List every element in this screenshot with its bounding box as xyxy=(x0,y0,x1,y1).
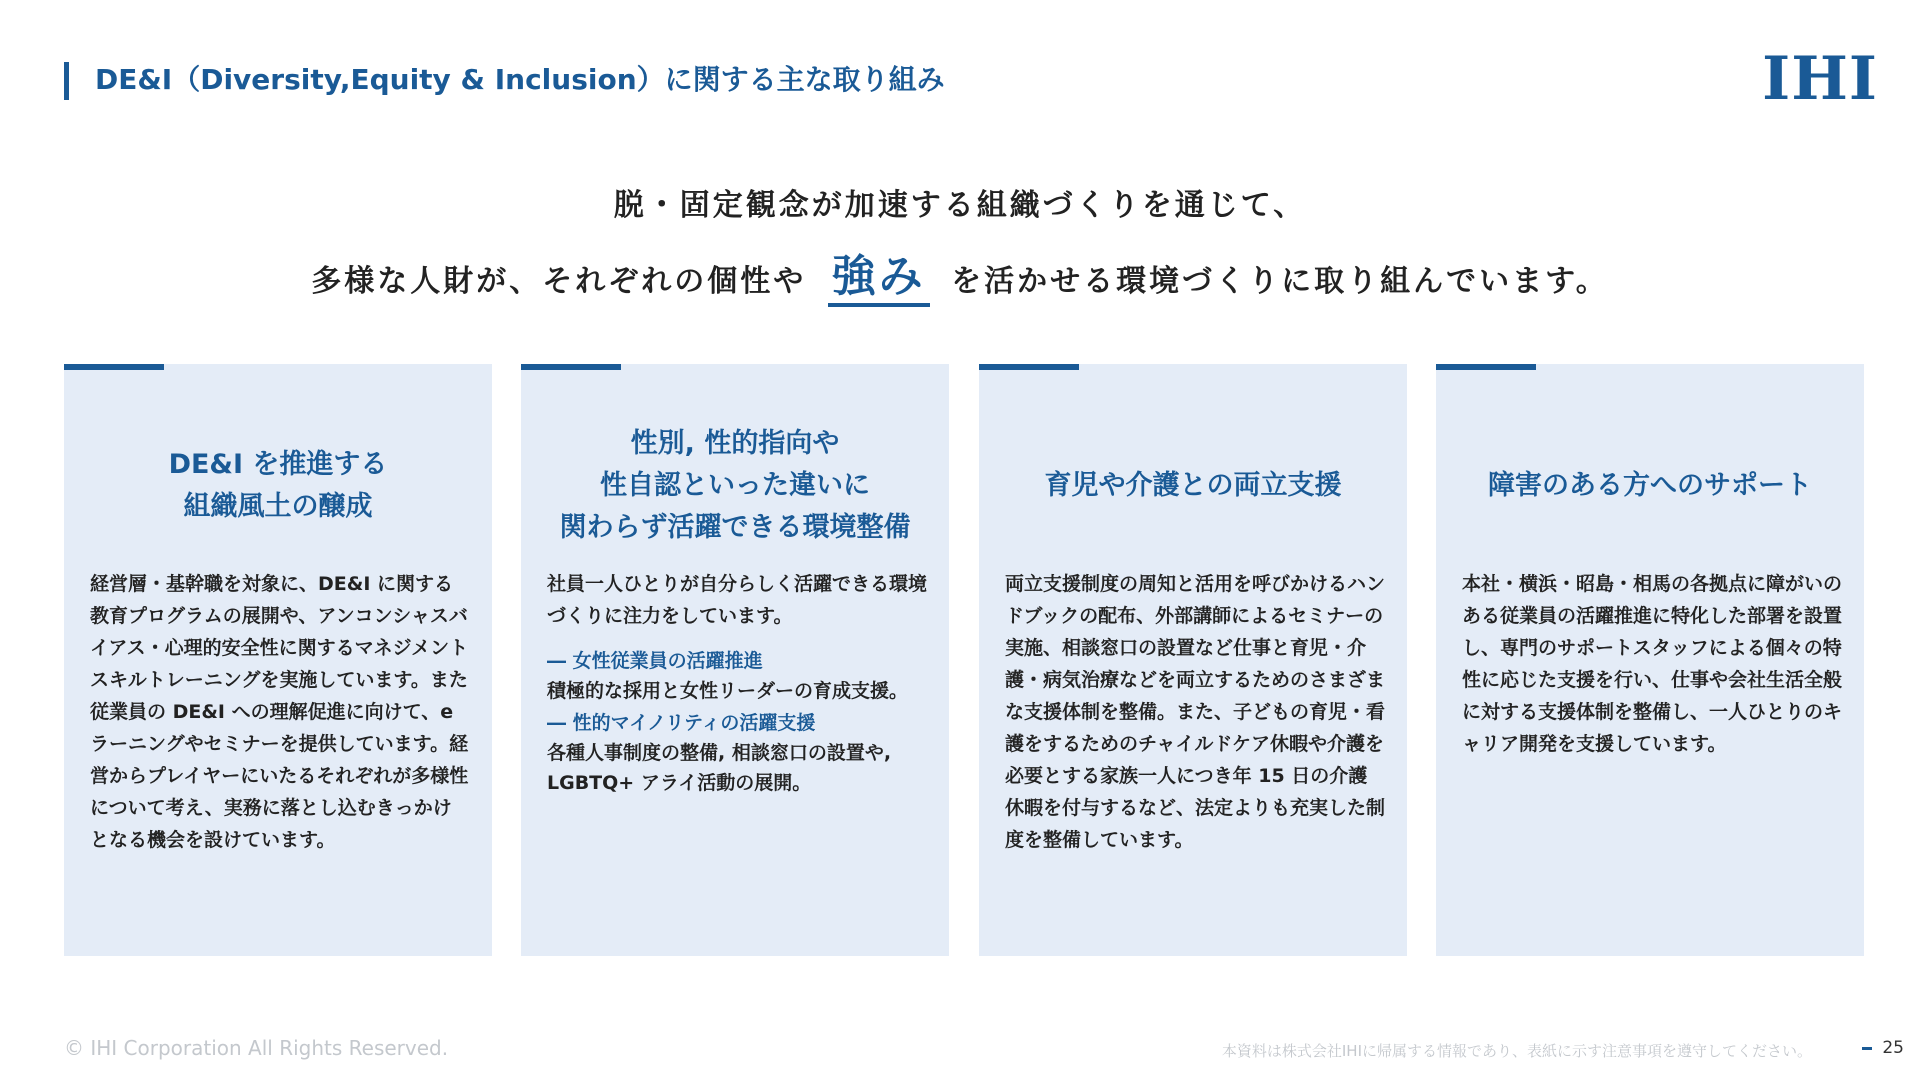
card-body-text: 両立支援制度の周知と活用を呼びかけるハンドブックの配布、外部講師によるセミナーの実施、相談窓口の設置など仕事と育児・介護・病気治療などを両立するためのさまざまな支援体制を整備。また、子どもの育児・看護をするためのチャイルドケア休暇や介護を必要とする家族一人につき年 15 日の介護休暇を付与するなど、法定よりも充実した制度を整備しています。 xyxy=(1005,573,1386,851)
card-accent-bar xyxy=(979,364,1079,370)
card-subtext-women: 積極的な採用と女性リーダーの育成支援。 xyxy=(547,680,909,702)
card-title-line: 育児や介護との両立支援 xyxy=(1044,470,1342,501)
card-title xyxy=(64,416,492,556)
card-body xyxy=(547,568,927,798)
page-number-value: 25 xyxy=(1882,1038,1904,1058)
card-disability-support xyxy=(1436,364,1864,956)
lead-line-2-before: 多様な人財が、それぞれの個性や xyxy=(311,264,807,299)
card-subtext-minority: 各種人事制度の整備, 相談窓口の設置や, LGBTQ+ アライ活動の展開。 xyxy=(547,742,892,794)
initiative-cards xyxy=(64,364,1864,956)
card-de-i-culture xyxy=(64,364,492,956)
lead-line-2-after: を活かせる環境づくりに取り組んでいます。 xyxy=(951,264,1609,299)
card-body-text: 本社・横浜・昭島・相馬の各拠点に障がいのある従業員の活躍推進に特化した部署を設置し、専門のサポートスタッフによる個々の特性に応じた支援を行い、仕事や会社生活全般に対する支援体制を整備し、一人ひとりのキャリア開発を支援しています。 xyxy=(1462,573,1843,755)
card-title-line: 関わらず活躍できる環境整備 xyxy=(559,512,911,543)
card-body-text: 経営層・基幹職を対象に、DE&I に関する教育プログラムの展開や、アンコンシャスバイアス・心理的安全性に関するマネジメントスキルトレーニングを実施しています。また従業員の DE&I への理解促進に向けて、e ラーニングやセミナーを提供しています。経営からプレイヤーにいたるそれぞれが多様性について考え、実務に落とし込むきっかけとなる機会を設けています。 xyxy=(90,573,469,851)
lead-line-1: 脱・固定観念が加速する組織づくりを通じて、 xyxy=(613,188,1307,223)
card-title-line: 性別, 性的指向や xyxy=(630,428,840,459)
card-body-text: 社員一人ひとりが自分らしく活躍できる環境づくりに注力をしています。 xyxy=(547,573,928,627)
card-title xyxy=(979,416,1407,556)
card-diverse-environment xyxy=(521,364,949,956)
card-accent-bar xyxy=(64,364,164,370)
card-title-line: DE&I を推進する xyxy=(168,449,388,480)
card-title-line: 組織風土の醸成 xyxy=(183,491,373,522)
card-childcare-nursing xyxy=(979,364,1407,956)
copyright: © IHI Corporation All Rights Reserved. xyxy=(64,1036,449,1060)
page-title: DE&I（Diversity,Equity & Inclusion）に関する主な取り組み xyxy=(95,63,945,96)
lead-emphasis-strength: 強み xyxy=(828,253,930,307)
confidentiality-notice: 本資料は株式会社IHIに帰属する情報であり、表紙に示す注意事項を遵守してください。 xyxy=(1221,1042,1812,1060)
card-title-line: 障害のある方へのサポート xyxy=(1488,470,1812,501)
card-title-line: 性自認といった違いに xyxy=(600,470,870,501)
lead-line-2 xyxy=(0,252,1920,312)
card-accent-bar xyxy=(521,364,621,370)
page-dash xyxy=(1862,1047,1872,1050)
card-title xyxy=(1436,416,1864,556)
page-number xyxy=(1862,1038,1904,1058)
card-body xyxy=(1005,568,1385,856)
card-accent-bar xyxy=(1436,364,1536,370)
card-body xyxy=(90,568,470,856)
card-subheading-minority: ― 性的マイノリティの活躍支援 xyxy=(547,712,816,734)
ihi-logo: IHI xyxy=(1762,44,1878,114)
card-title xyxy=(521,416,949,556)
card-subheading-women: ― 女性従業員の活躍推進 xyxy=(547,650,763,672)
header-accent-bar xyxy=(64,62,69,100)
card-body xyxy=(1462,568,1842,760)
